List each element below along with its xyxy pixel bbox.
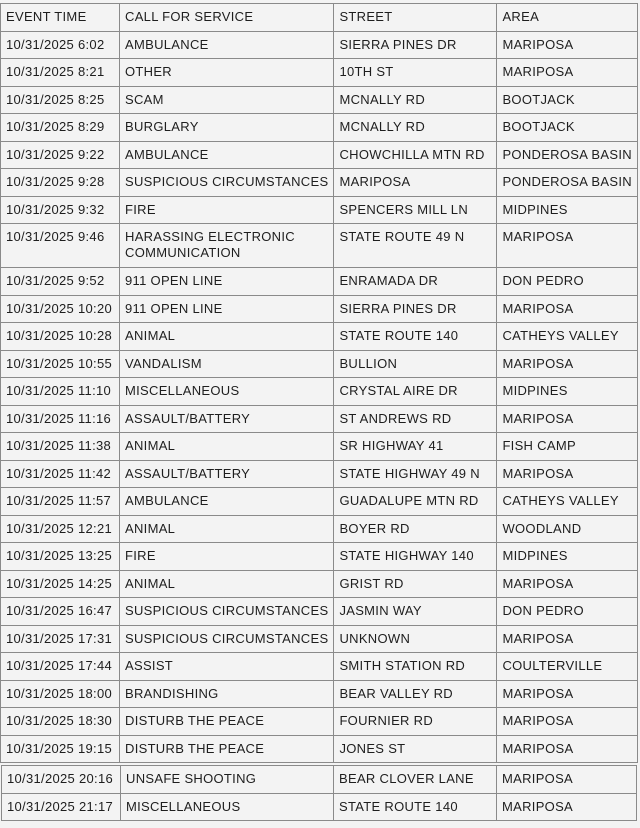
- call-for-service-text: SUSPICIOUS CIRCUMSTANCES: [125, 603, 329, 618]
- street-cell: [334, 570, 497, 598]
- area-cell: [497, 169, 637, 197]
- street-cell: [334, 141, 497, 169]
- area-cell: [497, 86, 637, 114]
- event-time-text: 10/31/2025 17:31: [6, 630, 113, 646]
- area-cell: [497, 570, 637, 598]
- area-cell: [497, 766, 637, 794]
- area-cell: [497, 31, 637, 59]
- event-time-text: 10/31/2025 21:17: [7, 798, 114, 814]
- street-cell: [334, 59, 497, 87]
- call-for-service-text: FIRE: [125, 548, 156, 563]
- street-text: UNKNOWN: [339, 630, 411, 646]
- area-text: BOOTJACK: [502, 119, 575, 134]
- street-cell: [334, 653, 497, 681]
- call-for-service-text: 911 OPEN LINE: [125, 300, 223, 316]
- table-row: [1, 598, 638, 626]
- call-for-service-cell: [120, 268, 334, 296]
- table-row: [1, 433, 638, 461]
- call-for-service-text: AMBULANCE: [125, 493, 209, 508]
- event-time-cell: [1, 735, 120, 763]
- area-cell: [497, 295, 637, 323]
- call-for-service-text: SCAM: [125, 91, 164, 107]
- street-text: STATE HIGHWAY 49 N: [339, 465, 480, 481]
- street-text: JONES ST: [339, 740, 406, 756]
- event-time-cell: [1, 433, 120, 461]
- event-time-cell: [1, 598, 120, 626]
- street-text: STATE ROUTE 140: [339, 328, 459, 343]
- call-log-table: [0, 3, 638, 763]
- table-row: [1, 653, 638, 681]
- event-time-cell: [1, 295, 120, 323]
- call-for-service-cell: [120, 141, 334, 169]
- street-cell: [334, 766, 497, 794]
- call-for-service-cell: [120, 735, 334, 763]
- event-time-text: 10/31/2025 20:16: [7, 771, 114, 786]
- area-text: MARIPOSA: [502, 355, 574, 371]
- area-text: MARIPOSA: [502, 465, 574, 481]
- call-for-service-cell: [120, 488, 334, 516]
- area-text: MARIPOSA: [502, 229, 574, 244]
- event-time-text: 10/31/2025 14:25: [6, 575, 113, 591]
- event-time-text: 10/31/2025 9:28: [6, 174, 105, 189]
- event-time-cell: [1, 4, 120, 32]
- table-row: [1, 515, 638, 543]
- event-time-cell: [1, 169, 120, 197]
- street-text: SIERRA PINES DR: [339, 300, 457, 316]
- event-time-cell: [1, 196, 120, 224]
- event-time-text: 10/31/2025 13:25: [6, 548, 113, 563]
- street-text: STATE ROUTE 140: [339, 798, 458, 814]
- street-cell: [334, 224, 497, 268]
- street-cell: [334, 31, 497, 59]
- street-text: SIERRA PINES DR: [339, 36, 457, 52]
- street-text: BEAR CLOVER LANE: [339, 771, 474, 786]
- table-row: [1, 224, 638, 268]
- area-text: MARIPOSA: [502, 771, 574, 786]
- area-cell: [497, 4, 637, 32]
- call-for-service-text: DISTURB THE PEACE: [125, 713, 265, 728]
- street-text: SMITH STATION RD: [339, 658, 466, 673]
- table-row: [1, 735, 638, 763]
- table-row: [1, 488, 638, 516]
- event-time-text: 10/31/2025 11:38: [6, 438, 112, 453]
- table-row: [1, 268, 638, 296]
- street-text: FOURNIER RD: [339, 713, 434, 728]
- table-header-row: [1, 4, 638, 32]
- street-text: MARIPOSA: [339, 174, 411, 189]
- street-cell: [334, 488, 497, 516]
- call-for-service-text: ANIMAL: [125, 328, 176, 343]
- event-time-cell: [1, 323, 120, 351]
- table-row: [1, 295, 638, 323]
- area-cell: [497, 735, 637, 763]
- street-cell: [334, 598, 497, 626]
- street-cell: [334, 350, 497, 378]
- call-for-service-text: BRANDISHING: [125, 685, 219, 701]
- event-time-cell: [1, 515, 120, 543]
- table-row: [1, 708, 638, 736]
- table-row: [1, 141, 638, 169]
- street-text: STATE ROUTE 49 N: [339, 229, 465, 244]
- area-text: MIDPINES: [502, 201, 568, 217]
- call-for-service-cell: [120, 570, 334, 598]
- call-for-service-text: SUSPICIOUS CIRCUMSTANCES: [125, 630, 329, 646]
- street-cell: [334, 793, 497, 821]
- call-for-service-cell: [120, 196, 334, 224]
- call-for-service-cell: [120, 625, 334, 653]
- area-cell: [497, 196, 637, 224]
- call-for-service-cell: [120, 86, 334, 114]
- event-time-text: 10/31/2025 11:42: [6, 465, 112, 481]
- area-cell: [497, 793, 637, 821]
- street-cell: [334, 515, 497, 543]
- street-text: BOYER RD: [339, 520, 410, 536]
- call-for-service-text: HARASSING ELECTRONIC COMMUNICATION: [125, 229, 295, 260]
- area-text: MARIPOSA: [502, 410, 574, 426]
- call-for-service-text: ANIMAL: [125, 575, 176, 591]
- call-for-service-cell: [120, 460, 334, 488]
- street-text: CHOWCHILLA MTN RD: [339, 146, 485, 162]
- street-text: ST ANDREWS RD: [339, 410, 452, 426]
- call-for-service-cell: [120, 680, 334, 708]
- area-text: PONDEROSA BASIN: [502, 174, 632, 189]
- area-text: FISH CAMP: [502, 438, 576, 453]
- event-time-text: 10/31/2025 11:16: [6, 410, 112, 426]
- area-text: MARIPOSA: [502, 740, 574, 756]
- event-time-cell: [1, 708, 120, 736]
- table-row: [1, 680, 638, 708]
- call-for-service-cell: [121, 793, 334, 821]
- event-time-cell: [1, 114, 120, 142]
- table-row: [2, 766, 637, 794]
- area-cell: [497, 323, 637, 351]
- call-for-service-cell: [120, 708, 334, 736]
- call-for-service-text: CALL FOR SERVICE: [125, 9, 254, 24]
- call-for-service-cell: [120, 59, 334, 87]
- street-cell: [334, 405, 497, 433]
- event-time-text: 10/31/2025 16:47: [6, 603, 113, 618]
- area-text: AREA: [502, 9, 540, 24]
- table-row: [1, 460, 638, 488]
- street-text: ENRAMADA DR: [339, 273, 439, 288]
- call-for-service-cell: [120, 598, 334, 626]
- street-text: BEAR VALLEY RD: [339, 685, 453, 701]
- call-for-service-text: AMBULANCE: [125, 36, 209, 52]
- area-text: MARIPOSA: [502, 798, 574, 814]
- area-cell: [497, 680, 637, 708]
- area-cell: [497, 460, 637, 488]
- call-for-service-text: ASSAULT/BATTERY: [125, 465, 251, 481]
- event-time-cell: [1, 141, 120, 169]
- call-for-service-text: OTHER: [125, 64, 172, 79]
- area-cell: [497, 625, 637, 653]
- street-text: SR HIGHWAY 41: [339, 438, 444, 453]
- event-time-cell: [1, 224, 120, 268]
- call-for-service-text: ASSAULT/BATTERY: [125, 410, 251, 426]
- event-time-text: 10/31/2025 8:29: [6, 119, 105, 134]
- street-text: SPENCERS MILL LN: [339, 201, 469, 217]
- area-cell: [497, 350, 637, 378]
- table-row: [1, 570, 638, 598]
- event-time-text: 10/31/2025 9:46: [6, 229, 105, 244]
- event-time-cell: [1, 543, 120, 571]
- area-cell: [497, 114, 637, 142]
- area-text: BOOTJACK: [502, 91, 575, 107]
- call-for-service-cell: [120, 405, 334, 433]
- table-row: [1, 378, 638, 406]
- call-for-service-text: AMBULANCE: [125, 146, 209, 162]
- street-text: STATE HIGHWAY 140: [339, 548, 474, 563]
- area-text: COULTERVILLE: [502, 658, 603, 673]
- area-cell: [497, 405, 637, 433]
- table-row: [2, 793, 637, 821]
- area-cell: [497, 141, 637, 169]
- event-time-cell: [1, 59, 120, 87]
- area-text: MARIPOSA: [502, 685, 574, 701]
- table-row: [1, 543, 638, 571]
- event-time-text: EVENT TIME: [6, 9, 87, 24]
- table-row: [1, 625, 638, 653]
- street-text: MCNALLY RD: [339, 91, 426, 107]
- event-time-text: 10/31/2025 11:10: [6, 383, 112, 398]
- area-text: DON PEDRO: [502, 603, 584, 618]
- area-cell: [497, 59, 637, 87]
- call-for-service-text: ANIMAL: [125, 520, 176, 536]
- area-cell: [497, 543, 637, 571]
- table-row: [1, 59, 638, 87]
- call-for-service-text: 911 OPEN LINE: [125, 273, 223, 288]
- street-cell: [334, 4, 497, 32]
- call-for-service-text: MISCELLANEOUS: [126, 798, 241, 814]
- area-text: MIDPINES: [502, 383, 568, 398]
- street-text: STREET: [339, 9, 393, 24]
- street-cell: [334, 543, 497, 571]
- street-text: BULLION: [339, 355, 398, 371]
- table-row: [1, 196, 638, 224]
- street-cell: [334, 680, 497, 708]
- event-time-text: 10/31/2025 10:55: [6, 355, 113, 371]
- call-for-service-text: FIRE: [125, 201, 156, 217]
- call-for-service-cell: [120, 378, 334, 406]
- street-text: CRYSTAL AIRE DR: [339, 383, 458, 398]
- table-row: [1, 350, 638, 378]
- street-text: GUADALUPE MTN RD: [339, 493, 479, 508]
- call-for-service-cell: [120, 543, 334, 571]
- event-time-cell: [1, 350, 120, 378]
- call-log-table-continued: [1, 765, 637, 821]
- table-row: [1, 169, 638, 197]
- event-time-text: 10/31/2025 10:20: [6, 300, 113, 316]
- event-time-cell: [1, 378, 120, 406]
- call-for-service-text: VANDALISM: [125, 355, 202, 371]
- street-cell: [334, 114, 497, 142]
- street-cell: [334, 295, 497, 323]
- call-for-service-text: SUSPICIOUS CIRCUMSTANCES: [125, 174, 329, 189]
- event-time-text: 10/31/2025 10:28: [6, 328, 113, 343]
- street-cell: [334, 735, 497, 763]
- street-cell: [334, 196, 497, 224]
- event-time-text: 10/31/2025 17:44: [6, 658, 113, 673]
- event-time-cell: [1, 653, 120, 681]
- event-time-cell: [1, 570, 120, 598]
- event-time-cell: [2, 766, 121, 794]
- area-cell: [497, 653, 637, 681]
- area-text: MARIPOSA: [502, 64, 574, 79]
- event-time-cell: [1, 405, 120, 433]
- call-for-service-cell: [120, 350, 334, 378]
- area-text: MARIPOSA: [502, 713, 574, 728]
- call-for-service-cell: [120, 295, 334, 323]
- event-time-cell: [1, 31, 120, 59]
- call-for-service-text: ASSIST: [125, 658, 174, 673]
- area-cell: [497, 515, 637, 543]
- area-text: MARIPOSA: [502, 300, 574, 316]
- area-text: PONDEROSA BASIN: [502, 146, 632, 162]
- area-cell: [497, 598, 637, 626]
- area-cell: [497, 708, 637, 736]
- area-cell: [497, 378, 637, 406]
- street-cell: [334, 708, 497, 736]
- street-cell: [334, 323, 497, 351]
- table-row: [1, 323, 638, 351]
- event-time-text: 10/31/2025 9:22: [6, 146, 105, 162]
- call-for-service-text: ANIMAL: [125, 438, 176, 453]
- call-for-service-cell: [120, 515, 334, 543]
- area-text: DON PEDRO: [502, 273, 584, 288]
- street-text: GRIST RD: [339, 575, 404, 591]
- street-cell: [334, 433, 497, 461]
- event-time-cell: [1, 268, 120, 296]
- area-text: MARIPOSA: [502, 575, 574, 591]
- call-for-service-cell: [120, 224, 334, 268]
- call-for-service-text: DISTURB THE PEACE: [125, 740, 265, 756]
- street-cell: [334, 86, 497, 114]
- area-text: MIDPINES: [502, 548, 568, 563]
- call-for-service-cell: [120, 433, 334, 461]
- area-text: MARIPOSA: [502, 36, 574, 52]
- area-cell: [497, 433, 637, 461]
- event-time-cell: [1, 86, 120, 114]
- event-time-text: 10/31/2025 19:15: [6, 740, 113, 756]
- area-text: MARIPOSA: [502, 630, 574, 646]
- area-cell: [497, 488, 637, 516]
- call-for-service-cell: [120, 653, 334, 681]
- event-time-cell: [1, 680, 120, 708]
- call-for-service-cell: [120, 31, 334, 59]
- street-cell: [334, 378, 497, 406]
- event-time-text: 10/31/2025 12:21: [6, 520, 113, 536]
- table-row: [1, 31, 638, 59]
- event-time-cell: [1, 625, 120, 653]
- call-for-service-text: MISCELLANEOUS: [125, 383, 240, 398]
- call-for-service-cell: [120, 323, 334, 351]
- street-text: 10TH ST: [339, 64, 394, 79]
- street-cell: [334, 268, 497, 296]
- call-for-service-text: UNSAFE SHOOTING: [126, 771, 257, 786]
- event-time-text: 10/31/2025 8:25: [6, 91, 105, 107]
- street-cell: [334, 460, 497, 488]
- event-time-text: 10/31/2025 9:32: [6, 201, 105, 217]
- event-time-text: 10/31/2025 11:57: [6, 493, 112, 508]
- street-text: JASMIN WAY: [339, 603, 422, 618]
- event-time-text: 10/31/2025 18:30: [6, 713, 113, 728]
- table-row: [1, 114, 638, 142]
- call-for-service-text: BURGLARY: [125, 119, 199, 134]
- event-time-cell: [1, 488, 120, 516]
- street-text: MCNALLY RD: [339, 119, 426, 134]
- event-time-cell: [2, 793, 121, 821]
- area-text: CATHEYS VALLEY: [502, 328, 619, 343]
- event-time-text: 10/31/2025 18:00: [6, 685, 113, 701]
- table-row: [1, 405, 638, 433]
- call-for-service-cell: [120, 4, 334, 32]
- event-time-text: 10/31/2025 6:02: [6, 36, 105, 52]
- event-time-text: 10/31/2025 9:52: [6, 273, 105, 288]
- event-time-cell: [1, 460, 120, 488]
- street-cell: [334, 625, 497, 653]
- area-text: CATHEYS VALLEY: [502, 493, 619, 508]
- street-cell: [334, 169, 497, 197]
- table-row: [1, 86, 638, 114]
- area-text: WOODLAND: [502, 520, 582, 536]
- call-for-service-cell: [121, 766, 334, 794]
- event-time-text: 10/31/2025 8:21: [6, 64, 105, 79]
- call-for-service-cell: [120, 169, 334, 197]
- call-for-service-cell: [120, 114, 334, 142]
- area-cell: [497, 224, 637, 268]
- area-cell: [497, 268, 637, 296]
